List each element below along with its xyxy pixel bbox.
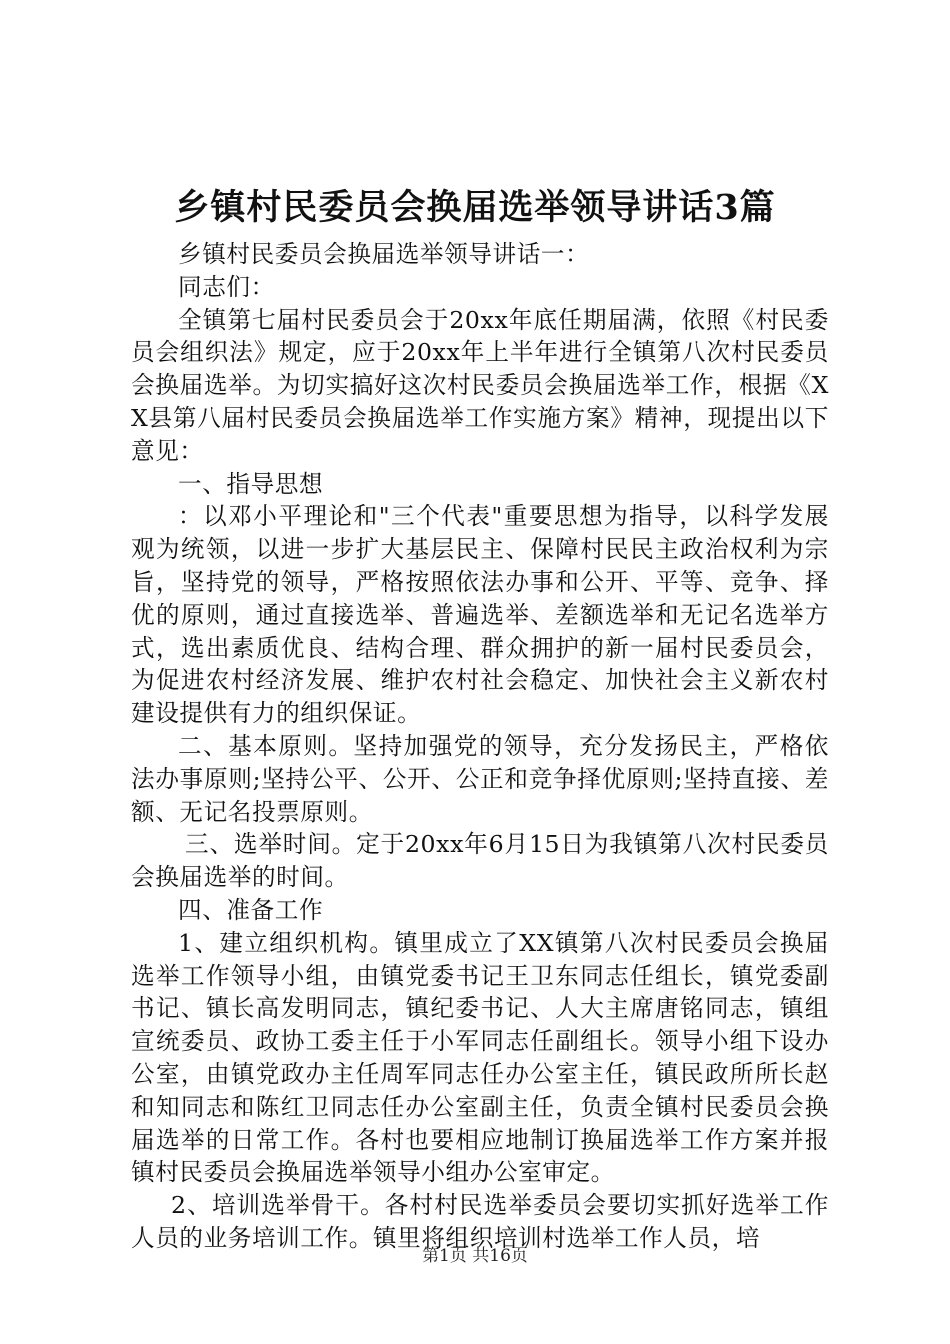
page-number-footer: 第1页 共16页	[422, 1246, 528, 1266]
document-title: 乡镇村民委员会换届选举领导讲话3篇	[174, 187, 776, 228]
paragraph-salutation: 同志们：	[178, 272, 275, 301]
paragraph-guiding-ideology: ：以邓小平理论和"三个代表"重要思想为指导，以科学发展观为统领，以进一步扩大基层民主、保障村民民主政治权利为宗旨，坚持党的领导，严格按照依法办事和公开、平等、竞争、择优的原则，通过直接选举、普遍选举、差额选举和无记名选举方式，选出素质优良、结构合理、群众拥护的新一届村民委员会，为促进农村经济发展、维护农村社会稳定、加快社会主义新农村建设提供有力的组织保证。	[131, 502, 829, 728]
paragraph-training: 2、培训选举骨干。各村村民选举委员会要切实抓好选举工作人员的业务培训工作。镇里将组织培训村选举工作人员，培	[131, 1191, 829, 1252]
section-heading-guiding-ideology: 一、指导思想	[178, 469, 324, 498]
document-body	[131, 238, 829, 1255]
paragraph-basic-principles: 二、基本原则。坚持加强党的领导，充分发扬民主，严格依法办事原则;坚持公平、公开、公正和竞争择优原则;坚持直接、差额、无记名投票原则。	[131, 731, 829, 826]
paragraph-speech-heading: 乡镇村民委员会换届选举领导讲话一：	[178, 240, 590, 268]
section-heading-preparation: 四、准备工作	[178, 895, 324, 924]
paragraph-organization: 1、建立组织机构。镇里成立了XX镇第八次村民委员会换届选举工作领导小组，由镇党委书记王卫东同志任组长，镇党委副书记、镇长高发明同志，镇纪委书记、人大主席唐铭同志，镇组宣统委员、政协工委主任于小军同志任副组长。领导小组下设办公室，由镇党政办主任周军同志任办公室主任，镇民政所所长赵和知同志和陈红卫同志任办公室副主任，负责全镇村民委员会换届选举的日常工作。各村也要相应地制订换届选举工作方案并报镇村民委员会换届选举领导小组办公室审定。	[131, 928, 829, 1187]
paragraph-election-time: 三、选举时间。定于20xx年6月15日为我镇第八次村民委员会换届选举的时间。	[131, 830, 829, 892]
paragraph-intro: 全镇第七届村民委员会于20xx年底任期届满，依照《村民委员会组织法》规定，应于20xx年上半年进行全镇第八次村民委员会换届选举。为切实搞好这次村民委员会换届选举工作，根据《XX县第八届村民委员会换届选举工作实施方案》精神，现提出以下意见：	[131, 305, 829, 465]
